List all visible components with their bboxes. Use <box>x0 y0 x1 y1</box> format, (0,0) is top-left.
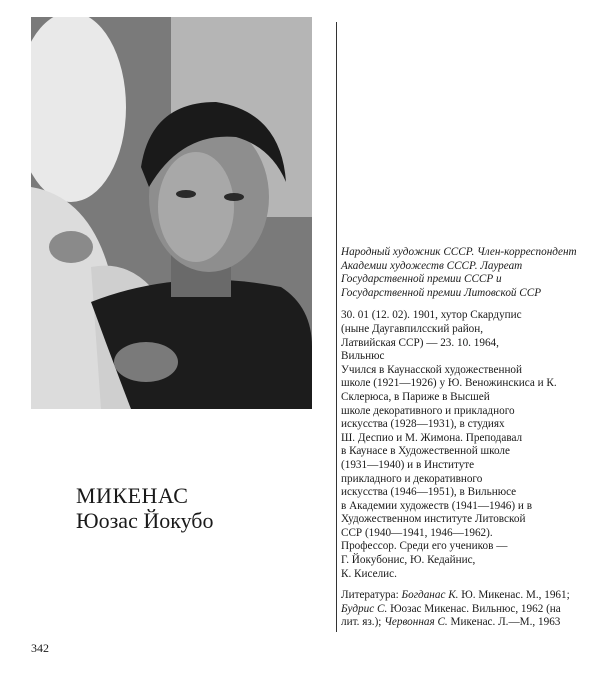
bio-line: в Каунасе в Художественной школе <box>341 445 510 458</box>
biography-column <box>341 246 581 630</box>
bio-line: Художественном институте Литовской <box>341 513 526 526</box>
bio-line: Учился в Каунасской художественной <box>341 363 523 376</box>
bio-line: школе (1921—1926) у Ю. Веножинскиса и К. Склерюса, в Париже в Высшей <box>341 377 557 403</box>
artist-titles: Народный художник СССР. Член-корреспондент Академии художеств СССР. Лауреат Государственной премии СССР и Государственной премии Литовской ССР <box>341 246 577 299</box>
bio-line: школе декоративного и прикладного <box>341 404 515 417</box>
literature-label: Литература: <box>341 589 399 602</box>
artist-name <box>76 484 214 534</box>
bio-line: 30. 01 (12. 02). 1901, хутор Скардупис <box>341 309 522 322</box>
bio-line: искусства (1928—1931), в студиях <box>341 418 505 431</box>
bio-line: Г. Йокубонис, Ю. Кедайнис, <box>341 554 476 567</box>
bio-line: (ныне Даугавпилсский район, <box>341 322 484 335</box>
artist-given-name: Юозас Йокубо <box>76 508 214 533</box>
literature-title: Микенас. Л.—М., 1963 <box>450 616 561 629</box>
portrait-illustration <box>31 17 312 409</box>
literature-list <box>341 589 581 630</box>
literature-title: Юозас Микенас. Вильнюс, 1962 (на лит. яз.); <box>341 602 561 629</box>
literature-author: Будрис С. <box>341 602 388 615</box>
literature-entry <box>341 589 581 630</box>
bio-line: Профессор. Среди его учеников — <box>341 540 508 553</box>
bio-line: в Академии художеств (1941—1946) и в <box>341 499 532 512</box>
literature-author: Богданас К. <box>401 589 459 602</box>
bio-line: Латвийская ССР) — 23. 10. 1964, <box>341 336 499 349</box>
bio-line: ССР (1940—1941, 1946—1962). <box>341 526 493 539</box>
literature-author: Червонная С. <box>384 616 448 629</box>
bio-line: прикладного и декоративного <box>341 472 483 485</box>
literature-title: Ю. Микенас. М., 1961; <box>461 589 570 602</box>
bio-line: (1931—1940) и в Институте <box>341 458 475 471</box>
artist-surname: МИКЕНАС <box>76 483 189 508</box>
biography-text <box>341 309 581 581</box>
bio-line: К. Киселис. <box>341 567 397 580</box>
bio-line: Вильнюс <box>341 350 385 363</box>
bio-line: искусства (1946—1951), в Вильнюсе <box>341 486 517 499</box>
page-number: 342 <box>31 641 49 655</box>
column-divider <box>336 22 337 632</box>
portrait-photo <box>31 17 312 409</box>
bio-line: Ш. Деспио и М. Жимона. Преподавал <box>341 431 523 444</box>
